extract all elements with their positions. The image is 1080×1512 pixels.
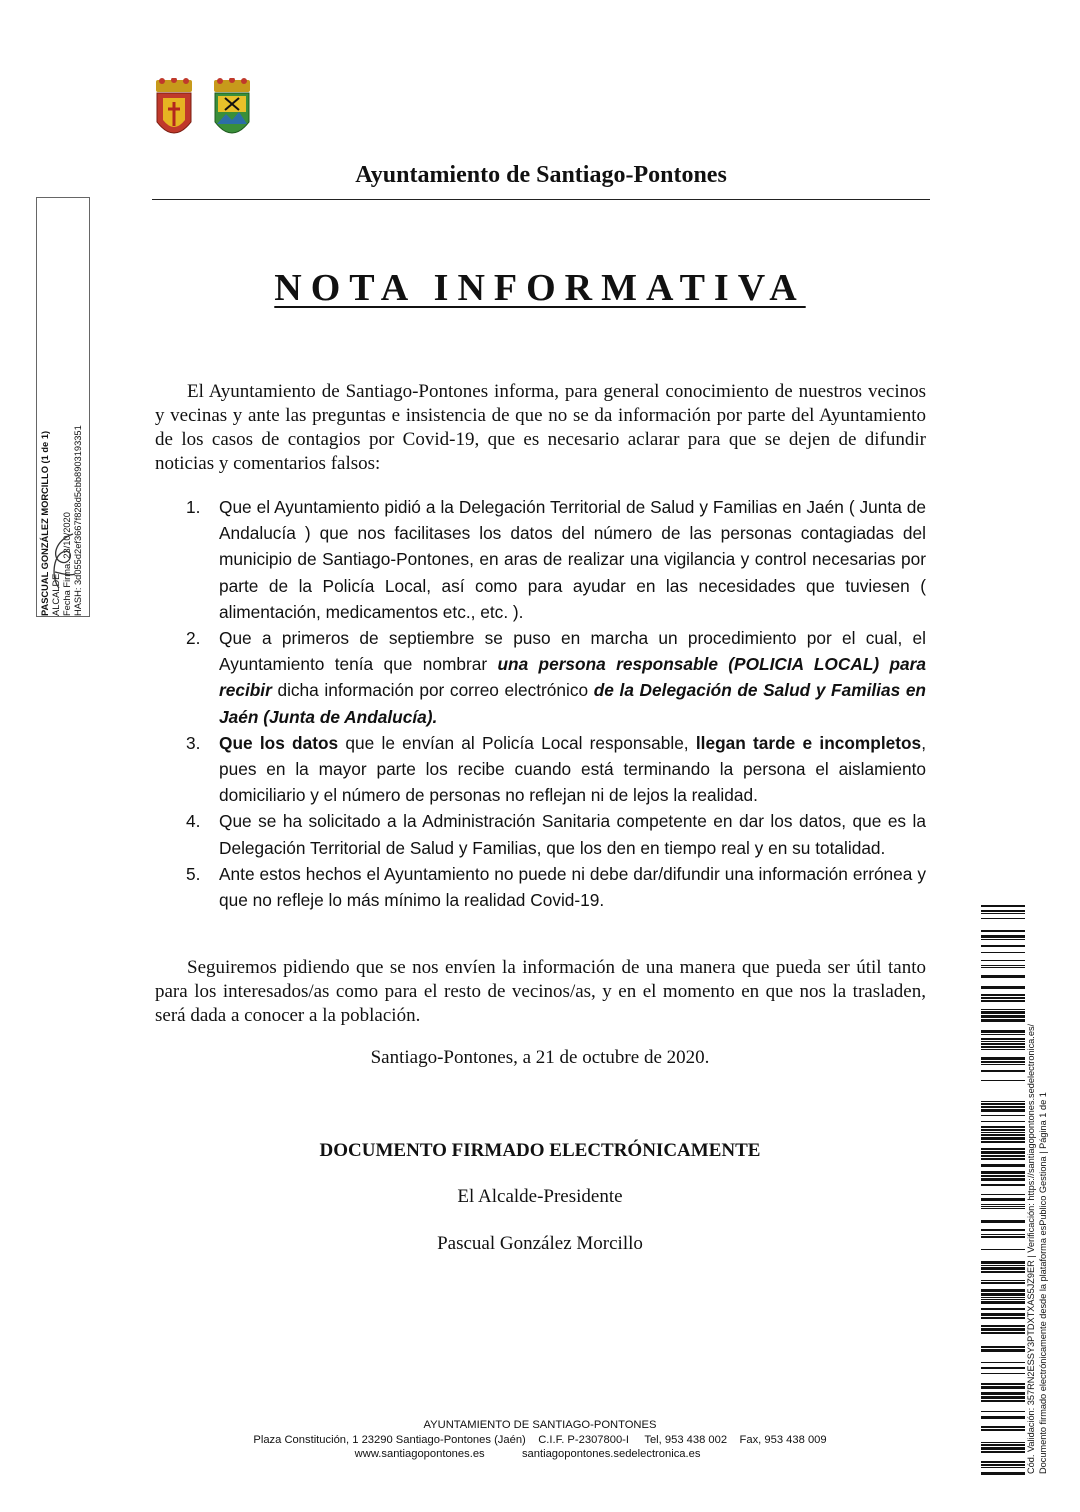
footer-e-office: santiagopontones.sedelectronica.es	[521, 1448, 701, 1460]
footer-web-row	[150, 1447, 930, 1462]
barcode-icon	[981, 905, 1025, 1475]
list-item-emphasis: una persona responsable (POLICIA LOCAL) para recibir	[219, 654, 927, 701]
intro-paragraph: El Ayuntamiento de Santiago-Pontones informa, para general conocimiento de nuestros vecinos y vecinas y ante las preguntas e insistencia de que no se da información por parte del Ayuntamiento de los casos de contagios por Covid-19, que es necesario aclarar para que se dejen de difundir noticias y comentarios falsos:	[155, 381, 926, 474]
list-item-number: 5.	[186, 863, 201, 884]
crests	[152, 78, 262, 148]
stamp-hash: HASH: 3d055d2ef3667f828d5cbb8903193351	[73, 425, 83, 616]
stamp-date: Fecha Firma: 23/10/2020	[62, 512, 72, 616]
signed-electronically-label: DOCUMENTO FIRMADO ELECTRÓNICAMENTE	[319, 1140, 761, 1161]
document-title: NOTA INFORMATIVA	[274, 267, 806, 309]
footer-website: www.santiagopontones.es	[354, 1448, 485, 1460]
footer-org: AYUNTAMIENTO DE SANTIAGO-PONTONES	[423, 1419, 657, 1431]
list-item-text: Que a primeros de septiembre se puso en marcha un procedimiento por el cual, el Ayuntamiento tenía que nombrar	[219, 628, 926, 675]
list-item	[186, 625, 926, 730]
footer-cif: C.I.F. P-2307800-I	[538, 1433, 630, 1446]
signer-role: El Alcalde-Presidente	[457, 1186, 623, 1207]
organization-title: Ayuntamiento de Santiago-Pontones	[355, 162, 727, 188]
footer-phone: Tel, 953 438 002	[644, 1433, 728, 1446]
list-item-text: Que el Ayuntamiento pidió a la Delegación Territorial de Salud y Familias en Jaén ( Junta de Andalucía ) que nos facilitases los datos del número de las personas contagiadas del municipio de Santiago-Pontones, en aras de realizar una vigilancia y control necesarias por parte de la Policía Local, así como para ayudar en las necesidades que tuviesen ( alimentación, medicamentos etc., etc. ).	[219, 497, 926, 622]
page-footer	[150, 1418, 930, 1462]
list-item	[186, 494, 926, 625]
signer-name: Pascual González Morcillo	[437, 1233, 643, 1254]
handwritten-signature-icon	[45, 528, 81, 598]
footer-contact-row	[150, 1433, 930, 1448]
list-item-emphasis: de la Delegación de Salud y Familias en Jaén (Junta de Andalucía).	[219, 680, 926, 727]
list-item	[186, 808, 926, 860]
signature-stamp	[36, 197, 90, 617]
coat-of-arms-santiago-icon	[156, 78, 192, 133]
numbered-list	[186, 494, 926, 913]
list-item-text: Ante estos hechos el Ayuntamiento no puede ni debe dar/difundir una información errónea y que no refleje lo más mínimo la realidad Covid-19.	[219, 863, 926, 911]
verification-code: Cód. Validación: 357RN2ESSY3PTDXTXAS5JZ9ER | Verificación: https://santiagopontones.sedelectronica.es/	[1026, 1023, 1036, 1474]
verification-platform: Documento firmado electrónicamente desde la plataforma esPublico Gestiona | Página 1 de 1	[1037, 1092, 1048, 1474]
list-item-number: 2.	[186, 628, 201, 649]
list-item-number: 1.	[186, 497, 201, 517]
verification-text	[1026, 904, 1050, 1474]
list-item-emphasis: Que los datos	[219, 732, 339, 753]
list-item-number: 4.	[186, 811, 201, 832]
place-date: Santiago-Pontones, a 21 de octubre de 2020.	[370, 1047, 710, 1068]
list-item-text: dicha información por correo electrónico	[271, 680, 594, 701]
list-item	[186, 861, 926, 913]
list-item-text: , pues en la mayor parte los recibe cuando está terminando la persona el aislamiento domiciliario y el número de personas no reflejan ni de lejos la realidad.	[219, 732, 926, 806]
closing-paragraph: Seguiremos pidiendo que se nos envíen la información de una manera que pueda ser útil tanto para los interesados/as como para el resto de vecinos/as, y en el momento en que nos la trasladen, será dada a conocer a la población.	[155, 957, 926, 1026]
stamp-role: ALCALDE	[51, 573, 61, 616]
list-item	[186, 730, 926, 809]
list-item-number: 3.	[186, 732, 201, 753]
list-item-emphasis: llegan tarde e incompletos	[695, 732, 922, 753]
list-item-text: que le envían al Policía Local responsable,	[338, 732, 696, 753]
list-item-text: Que se ha solicitado a la Administración Sanitaria competente en dar los datos, que es la Delegación Territorial de Salud y Familias, que los den en tiempo real y en su totalidad.	[219, 811, 926, 858]
coat-of-arms-pontones-icon	[214, 78, 250, 133]
header-divider	[152, 199, 930, 200]
footer-fax: Fax, 953 438 009	[739, 1433, 827, 1446]
footer-address: Plaza Constitución, 1 23290 Santiago-Pontones (Jaén)	[253, 1433, 526, 1446]
stamp-signer: PASCUAL GONZÁLEZ MORCILLO (1 de 1)	[40, 430, 50, 616]
